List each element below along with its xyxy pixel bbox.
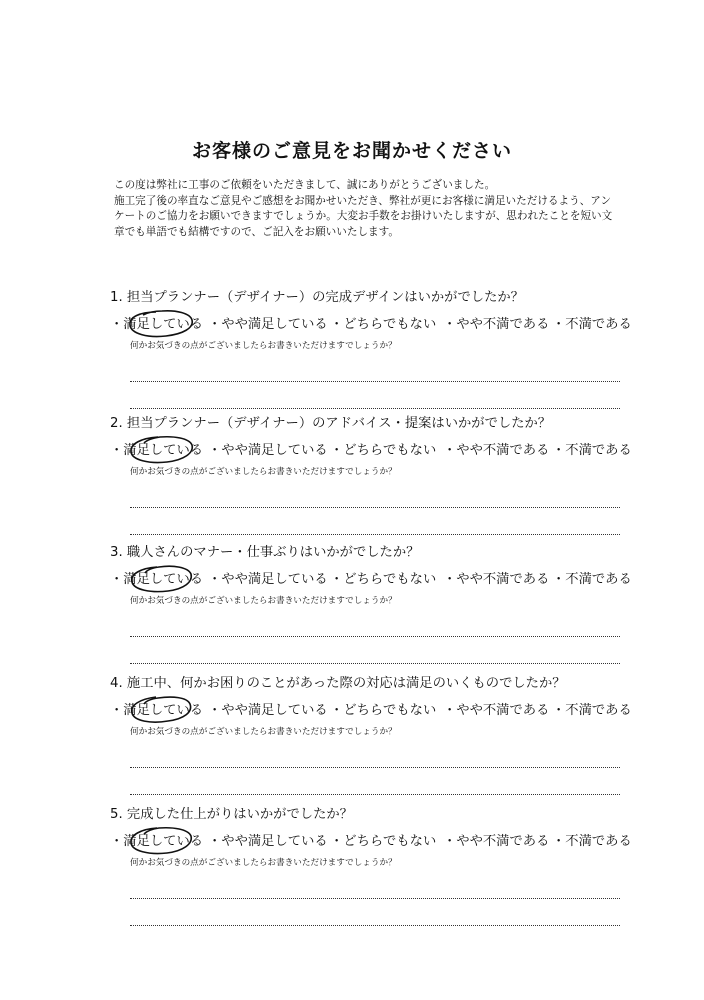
option-satisfied[interactable]: ・満足している [110, 572, 204, 587]
option-neutral[interactable]: ・どちらでもない [330, 834, 437, 849]
question-text: 3. 職人さんのマナー・仕事ぶりはいかがでしたか？ [110, 545, 420, 560]
answer-line[interactable] [130, 767, 620, 768]
option-dissatisfied[interactable]: ・不満である [552, 443, 632, 458]
option-neutral[interactable]: ・どちらでもない [330, 703, 437, 718]
option-dissatisfied[interactable]: ・不満である [552, 317, 632, 332]
option-satisfied[interactable]: ・満足している [110, 834, 204, 849]
option-somewhat-dissatisfied[interactable]: ・やや不満である [443, 703, 550, 718]
option-dissatisfied[interactable]: ・不満である [552, 572, 632, 587]
comment-prompt: 何かお気づきの点がございましたらお書きいただけますでしょうか？ [130, 858, 397, 868]
question-text: 4. 施工中、何かお困りのことがあった際の対応は満足のいくものでしたか？ [110, 676, 566, 691]
option-somewhat-dissatisfied[interactable]: ・やや不満である [443, 443, 550, 458]
question-text: 2. 担当プランナー（デザイナー）のアドバイス・提案はいかがでしたか？ [110, 416, 552, 431]
answer-options [110, 441, 650, 461]
comment-prompt: 何かお気づきの点がございましたらお書きいただけますでしょうか？ [130, 467, 397, 477]
answer-line[interactable] [130, 794, 620, 795]
answer-options [110, 570, 650, 590]
option-somewhat-satisfied[interactable]: ・やや満足している [208, 443, 328, 458]
answer-line[interactable] [130, 408, 620, 409]
answer-options [110, 315, 650, 335]
option-somewhat-satisfied[interactable]: ・やや満足している [208, 834, 328, 849]
option-somewhat-dissatisfied[interactable]: ・やや不満である [443, 572, 550, 587]
answer-line[interactable] [130, 534, 620, 535]
question-text: 5. 完成した仕上がりはいかがでしたか？ [110, 807, 353, 822]
page-title: お客様のご意見をお聞かせください [191, 140, 512, 162]
option-satisfied[interactable]: ・満足している [110, 317, 204, 332]
question-5 [110, 805, 650, 869]
answer-line[interactable] [130, 381, 620, 382]
option-somewhat-dissatisfied[interactable]: ・やや不満である [443, 317, 550, 332]
option-somewhat-satisfied[interactable]: ・やや満足している [208, 572, 328, 587]
comment-prompt: 何かお気づきの点がございましたらお書きいただけますでしょうか？ [130, 727, 397, 737]
answer-line[interactable] [130, 663, 620, 664]
intro-text: この度は弊社に工事のご依頼をいただきまして、誠にありがとうございました。 施工完了後の率直なご意見やご感想をお聞かせいただき、弊社が更にお客様に満足いただけるよう、アン ケートのご協力をお願いできますでしょうか。大変お手数をお掛けいたしますが、思われたことを短い文 章でも単語でも結構ですので、ご記入をお願いいたします。 [114, 179, 613, 238]
answer-line[interactable] [130, 898, 620, 899]
question-2 [110, 414, 650, 478]
option-satisfied[interactable]: ・満足している [110, 443, 204, 458]
option-dissatisfied[interactable]: ・不満である [552, 834, 632, 849]
option-neutral[interactable]: ・どちらでもない [330, 317, 437, 332]
answer-line[interactable] [130, 925, 620, 926]
option-somewhat-dissatisfied[interactable]: ・やや不満である [443, 834, 550, 849]
comment-prompt: 何かお気づきの点がございましたらお書きいただけますでしょうか？ [130, 341, 397, 351]
answer-line[interactable] [130, 636, 620, 637]
option-dissatisfied[interactable]: ・不満である [552, 703, 632, 718]
answer-line[interactable] [130, 507, 620, 508]
question-text: 1. 担当プランナー（デザイナー）の完成デザインはいかがでしたか？ [110, 290, 524, 305]
option-somewhat-satisfied[interactable]: ・やや満足している [208, 317, 328, 332]
option-neutral[interactable]: ・どちらでもない [330, 572, 437, 587]
comment-prompt: 何かお気づきの点がございましたらお書きいただけますでしょうか？ [130, 596, 397, 606]
question-1 [110, 288, 650, 352]
answer-options [110, 701, 650, 721]
option-somewhat-satisfied[interactable]: ・やや満足している [208, 703, 328, 718]
question-3 [110, 543, 650, 607]
option-satisfied[interactable]: ・満足している [110, 703, 204, 718]
answer-options [110, 832, 650, 852]
question-4 [110, 674, 650, 738]
option-neutral[interactable]: ・どちらでもない [330, 443, 437, 458]
